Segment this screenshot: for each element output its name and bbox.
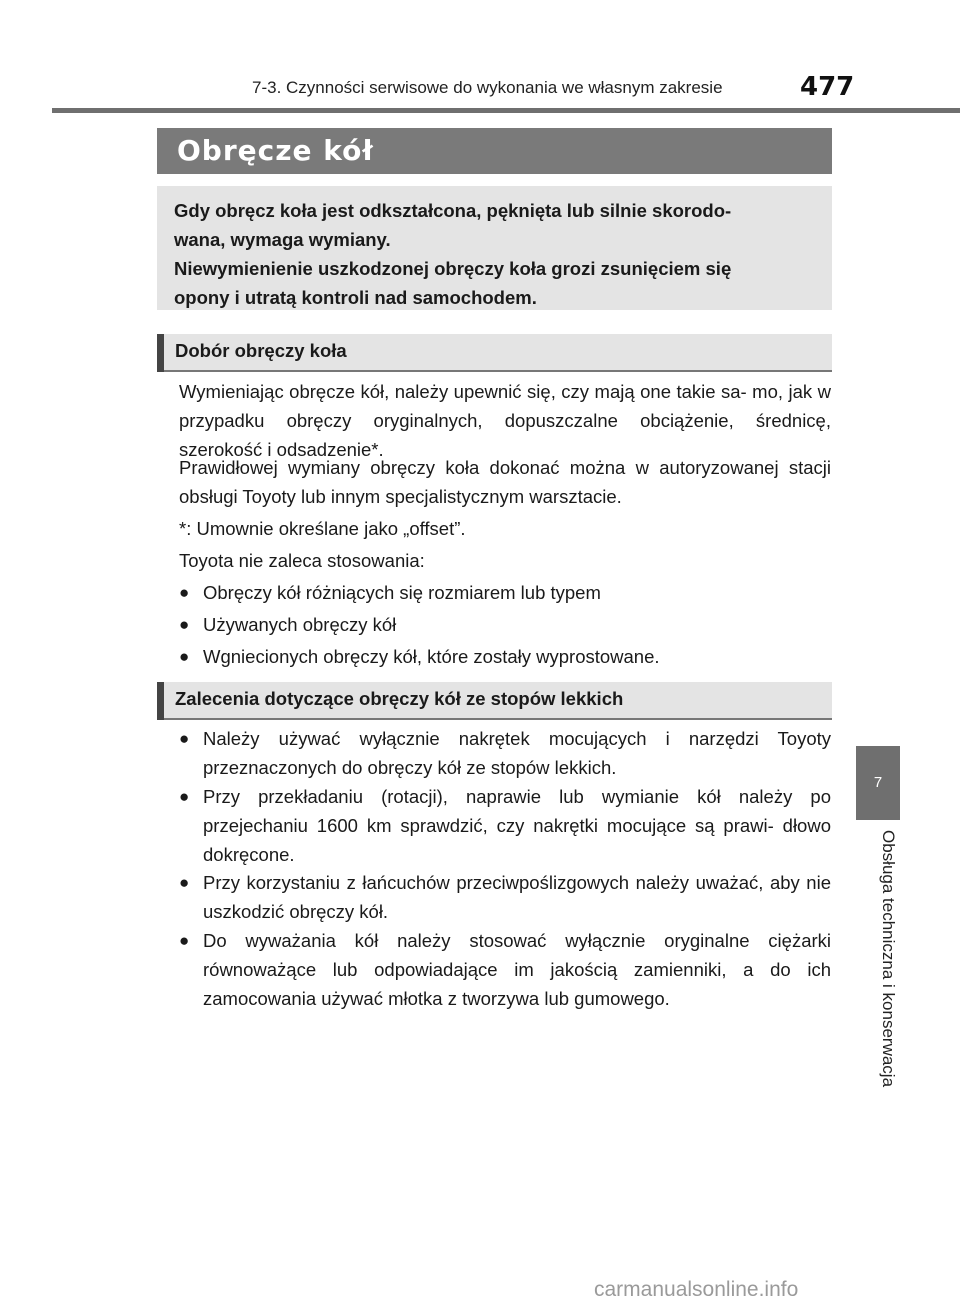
- list-item: [179, 578, 831, 607]
- watermark: carmanualsonline.info: [594, 1278, 799, 1301]
- list-item-text: Używanych obręczy kół: [203, 614, 397, 635]
- intro-line-2: wana, wymaga wymiany.: [174, 229, 391, 250]
- bullet-icon: ●: [179, 931, 190, 950]
- list-item: [179, 642, 831, 671]
- section-heading-wheel-selection: [157, 334, 832, 372]
- intro-line-3: Niewymienienie uszkodzonej obręczy koła grozi zsunięciem się: [174, 258, 732, 279]
- list-item: [179, 610, 831, 639]
- bullet-icon: ●: [179, 647, 190, 666]
- intro-box: [157, 186, 832, 310]
- title-bar: [157, 128, 832, 174]
- page-title: Obręcze kół: [177, 134, 374, 167]
- bullet-icon: ●: [179, 615, 190, 634]
- list-item: [179, 926, 831, 1013]
- list-item-text: Należy używać wyłącznie nakrętek mocujących i narzędzi Toyoty przeznaczonych do obręczy kół ze stopów lekkich.: [203, 728, 831, 778]
- section-heading-text: Dobór obręczy koła: [175, 340, 347, 361]
- list-item-text: Wgniecionych obręczy kół, które zostały wyprostowane.: [203, 646, 660, 667]
- section-heading-alloy-wheels: [157, 682, 832, 720]
- intro-line-1: Gdy obręcz koła jest odkształcona, pęknięta lub silnie skorodo-: [174, 200, 732, 221]
- intro-text: [174, 196, 819, 312]
- list-item: [179, 782, 831, 869]
- not-recommended-lead: Toyota nie zaleca stosowania:: [179, 550, 425, 571]
- header-rule: [52, 108, 960, 113]
- footnote-offset: *: Umownie określane jako „offset”.: [179, 518, 466, 539]
- paragraph-selection: Wymieniając obręcze kół, należy upewnić się, czy mają one takie sa- mo, jak w przypadku obręczy oryginalnych, dopuszczalne obciążenie, średnicę, szerokość i odsadzenie*.: [179, 381, 831, 460]
- list-item: [179, 724, 831, 782]
- bullet-icon: ●: [179, 729, 190, 748]
- page-number: 477: [800, 72, 855, 102]
- list-item-text: Obręczy kół różniących się rozmiarem lub typem: [203, 582, 601, 603]
- list-item: [179, 868, 831, 926]
- page-header-section: 7-3. Czynności serwisowe do wykonania we własnym zakresie: [252, 78, 723, 97]
- section-heading-text: Zalecenia dotyczące obręczy kół ze stopów lekkich: [175, 688, 624, 709]
- list-item-text: Przy przekładaniu (rotacji), naprawie lub wymianie kół należy po przejechaniu 1600 km sprawdzić, czy nakrętki mocujące są prawi- dłowo dokręcone.: [203, 786, 831, 865]
- intro-line-4: opony i utratą kontroli nad samochodem.: [174, 287, 537, 308]
- list-item-text: Do wyważania kół należy stosować wyłącznie oryginalne ciężarki równoważące lub odpowiadające im jakością zamienniki, a do ich zamocowania używać młotka z tworzywa lub gumowego.: [203, 930, 831, 1009]
- list-item-text: Przy korzystaniu z łańcuchów przeciwpoślizgowych należy uważać, aby nie uszkodzić obręczy kół.: [203, 872, 831, 922]
- bullet-icon: ●: [179, 787, 190, 806]
- bullet-icon: ●: [179, 873, 190, 892]
- chapter-tab: 7: [856, 746, 900, 820]
- paragraph-replacement: Prawidłowej wymiany obręczy koła dokonać można w autoryzowanej stacji obsługi Toyoty lub innym specjalistycznym warsztacie.: [179, 457, 831, 507]
- bullet-icon: ●: [179, 583, 190, 602]
- chapter-label: Obsługa techniczna i konserwacja: [879, 830, 898, 1088]
